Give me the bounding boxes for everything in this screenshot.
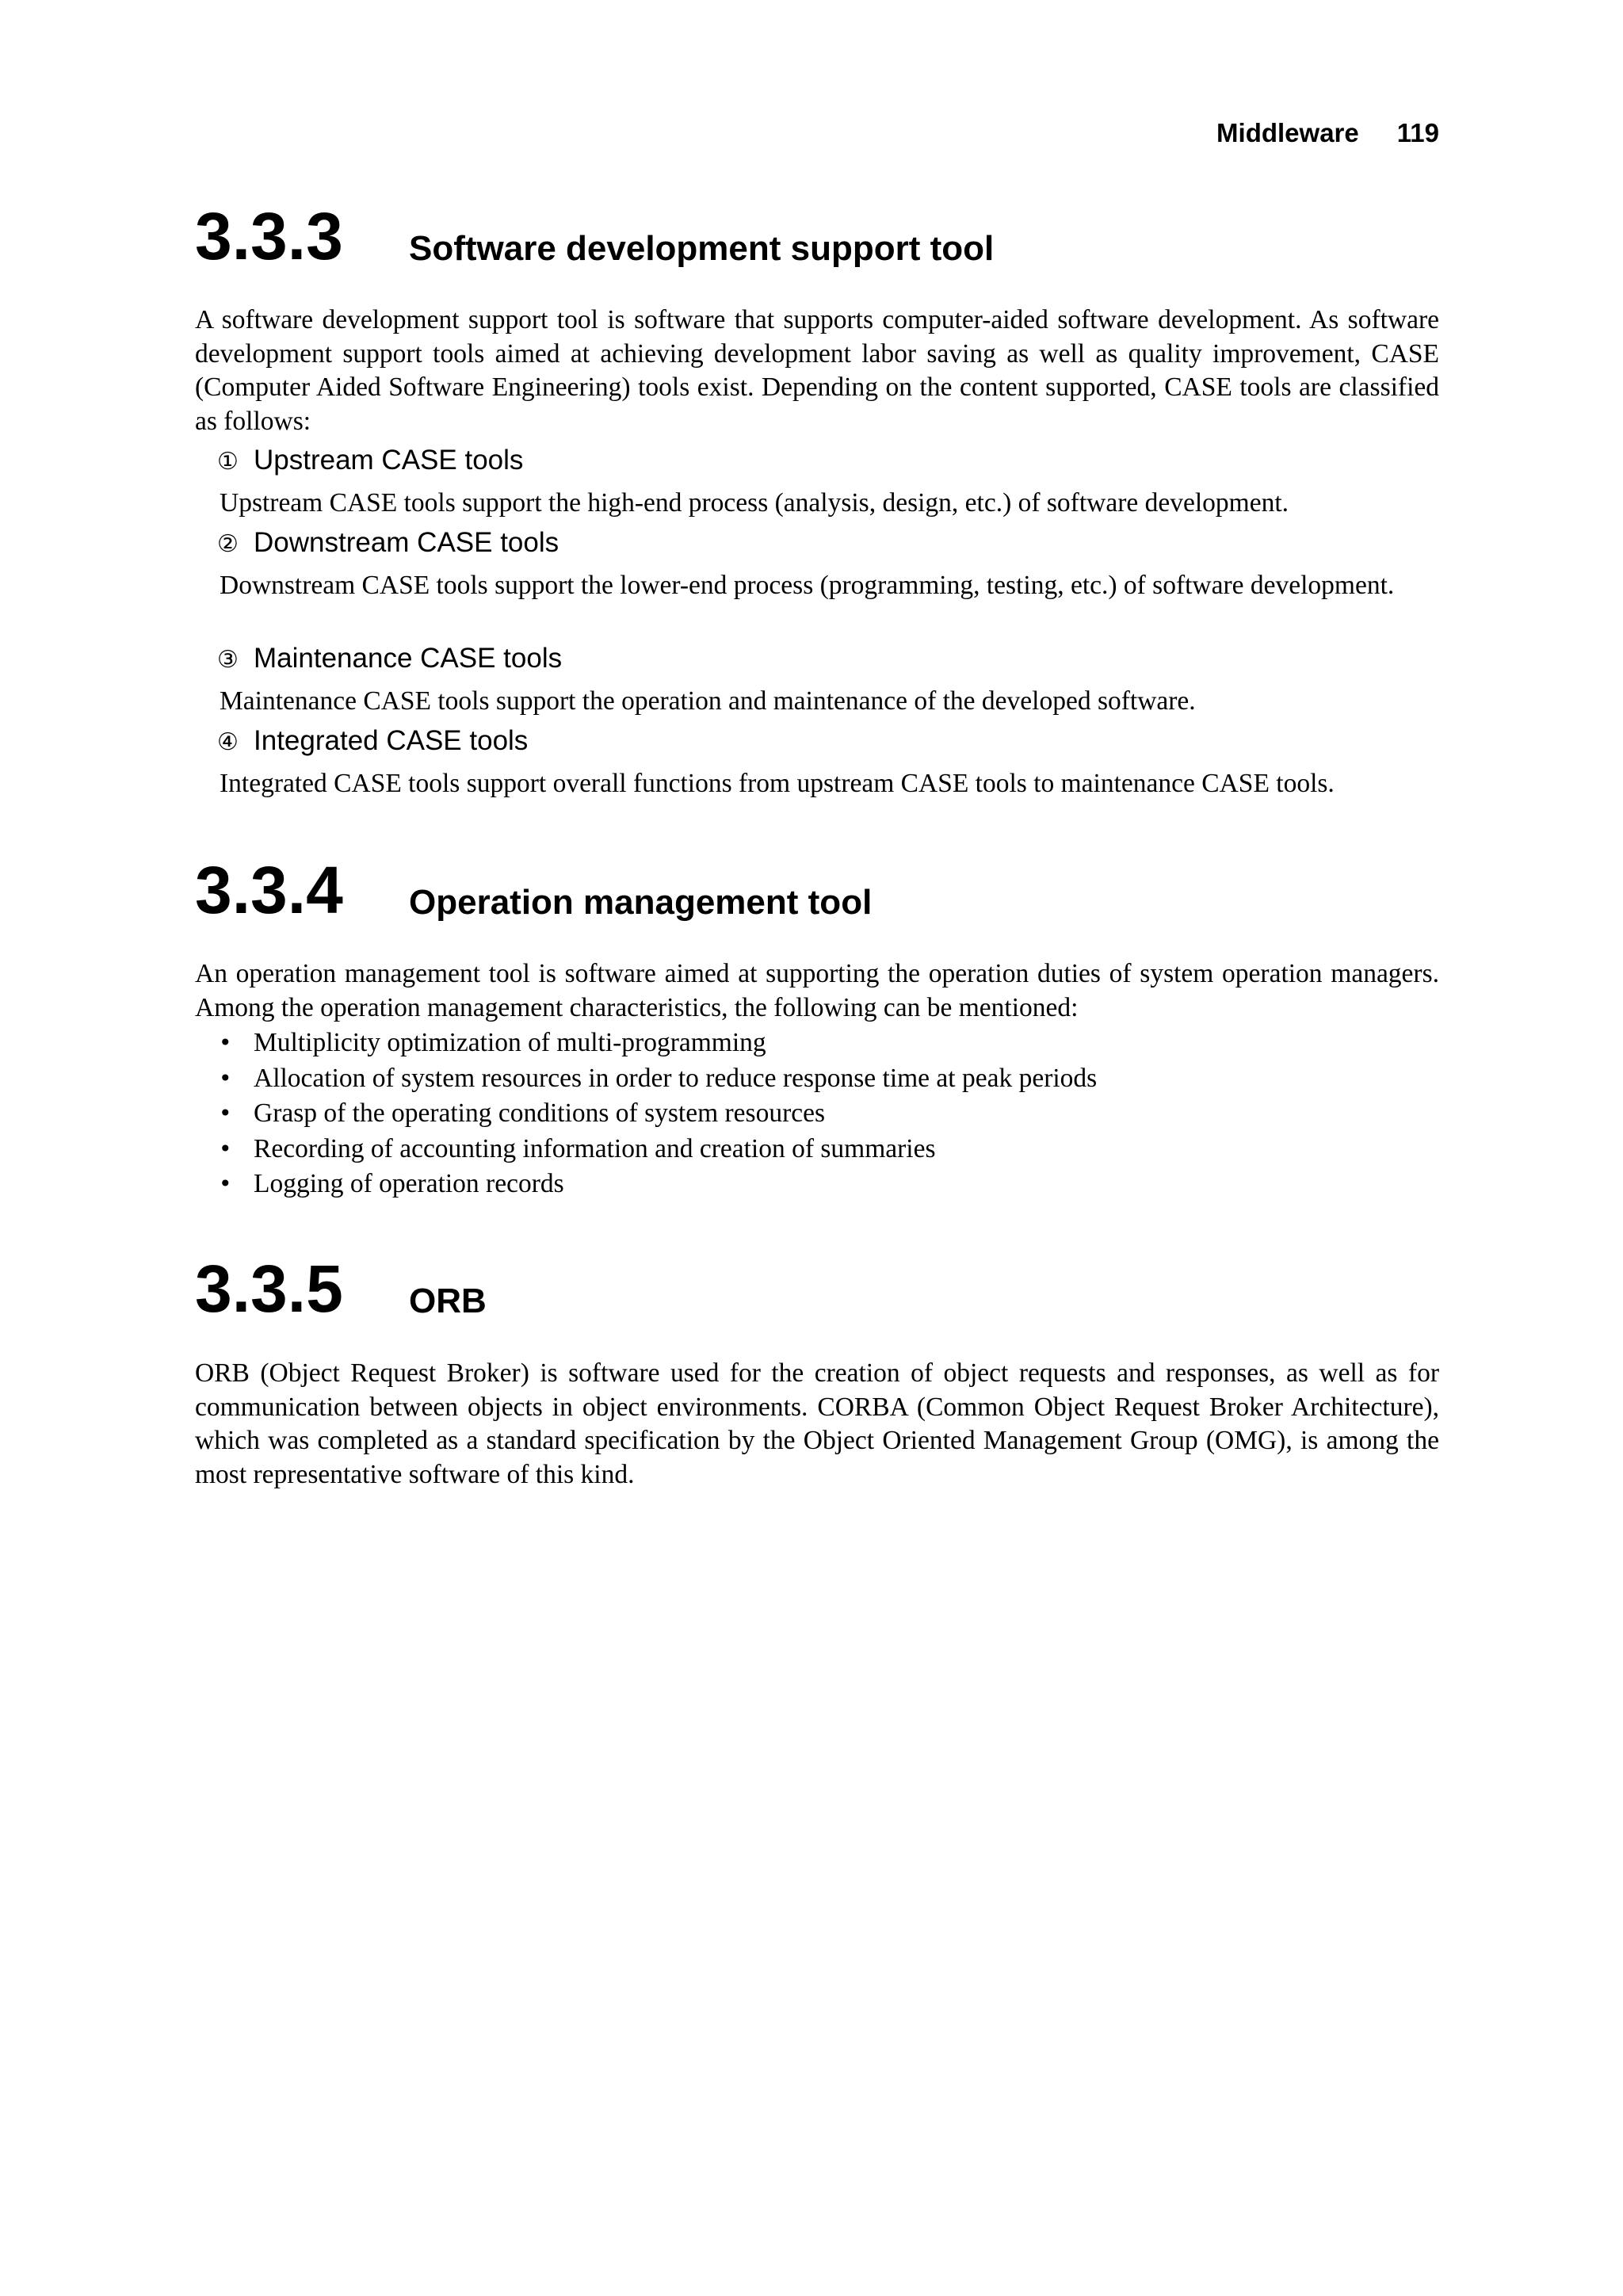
circled-number-4: ④ [217, 728, 239, 756]
list-item [195, 1026, 1439, 1061]
case-item-description: Integrated CASE tools support overall functions from upstream CASE tools to maintenance CASE tools. [220, 769, 1335, 798]
section-number: 3.3.4 [195, 853, 343, 927]
item-heading-label: Maintenance CASE tools [254, 643, 563, 674]
item-heading-label: Downstream CASE tools [254, 527, 559, 558]
list-item [195, 1061, 1439, 1097]
item-heading-label: Upstream CASE tools [254, 445, 524, 476]
circled-number-3: ③ [217, 646, 239, 674]
list-item-text: Multiplicity optimization of multi-programming [254, 1028, 766, 1057]
section-title: Software development support tool [409, 229, 995, 268]
case-item-heading-maintenance [217, 642, 562, 677]
list-item [195, 1132, 1439, 1167]
section-heading-3-3-5 [195, 1251, 1439, 1326]
bullet-icon: • [219, 1030, 232, 1056]
section-title: Operation management tool [409, 883, 873, 922]
section-number: 3.3.5 [195, 1251, 343, 1326]
case-item-description: Upstream CASE tools support the high-end process (analysis, design, etc.) of software development. [220, 488, 1289, 518]
list-item [195, 1096, 1439, 1132]
page-number: 119 [1396, 118, 1439, 147]
case-item-heading-upstream [217, 444, 523, 479]
section-intro-paragraph: An operation management tool is software aimed at supporting the operation duties of system operation managers. Among the operation management characteristics, the following can be mentioned: [195, 959, 1439, 1022]
bullet-icon: • [219, 1135, 232, 1162]
list-item-text: Logging of operation records [254, 1169, 564, 1198]
case-item-heading-downstream [217, 526, 559, 561]
item-heading-label: Integrated CASE tools [254, 725, 529, 756]
circled-number-1: ① [217, 448, 239, 476]
running-title: Middleware [1216, 118, 1359, 147]
running-header [1216, 117, 1439, 149]
section-heading-3-3-3 [195, 198, 1439, 273]
section-number: 3.3.3 [195, 199, 343, 273]
case-item-heading-integrated [217, 724, 528, 759]
bullet-icon: • [219, 1064, 232, 1091]
list-item-text: Grasp of the operating conditions of system resources [254, 1098, 826, 1128]
list-item [195, 1167, 1439, 1202]
circled-number-2: ② [217, 530, 239, 558]
list-item-text: Recording of accounting information and creation of summaries [254, 1133, 936, 1163]
case-item-description: Maintenance CASE tools support the operation and maintenance of the developed software. [220, 686, 1196, 716]
list-item-text: Allocation of system resources in order to reduce response time at peak periods [254, 1063, 1098, 1093]
characteristics-list [195, 1026, 1439, 1202]
bullet-icon: • [219, 1100, 232, 1126]
section-heading-3-3-4 [195, 852, 1439, 927]
section-intro-paragraph: ORB (Object Request Broker) is software used for the creation of object requests and responses, as well as for communication between objects in object environments. CORBA (Common Object Request Broker Architecture), which was completed as a standard specification by the Object Oriented Management Group (OMG), is among the most representative software of this kind. [195, 1358, 1439, 1489]
section-title: ORB [409, 1282, 487, 1320]
case-item-description: Downstream CASE tools support the lower-end process (programming, testing, etc.) of software development. [220, 571, 1395, 600]
bullet-icon: • [219, 1171, 232, 1197]
section-intro-paragraph: A software development support tool is software that supports computer-aided software development. As software development support tools aimed at achieving development labor saving as well as quality improvement, CASE (Computer Aided Software Engineering) tools exist. Depending on the content supported, CASE tools are classified as follows: [195, 305, 1439, 436]
